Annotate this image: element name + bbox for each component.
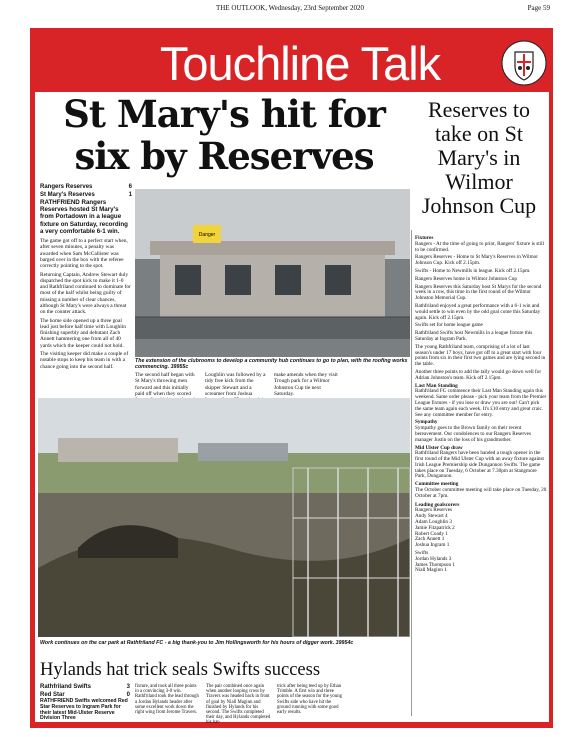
story1-intro: RATHFRIEND Rangers Reserves hosted St Mary's from Portadown in a league fixture on Saturday, recording a very comfortable 6-1 win. <box>40 199 128 235</box>
clubrooms-photo <box>135 189 410 357</box>
masthead <box>30 3 550 15</box>
story2-body-col3: The pair combined once again when another looping cross by Travers was headed back in front of goal by Niall Maginn and finished by Hylands for his second. The Swifts completed their day, and Hylands completed his hat- <box>206 684 271 726</box>
sidebar-item: Rathfriland enjoyed a great performance with a 6-1 win and would settle to win even by the odd goal come this Saturday again. Kick off 2.15pm. <box>415 302 541 321</box>
story2-score <box>40 684 130 699</box>
story1-score <box>40 184 132 199</box>
story1-body-col2: The second half began with St Mary's throwing men forward and this initially paid off when they scored <box>135 372 195 397</box>
sidebar-item: Last Man Standing Rathfriland FC commence their Last Man Standing again this weekend. Same order please - pick your team from the Premier League fixtures - if you lose or draw you are out! Can't pick the same team again each week. It's £10 entry and great craic. See any committee member for entry. <box>415 382 547 418</box>
sidebar-item: The young Rathfriland team, comprising of a lot of last season's under 17 boys, have got off to a great start with four points from six in their first two games and are lying second in the table. <box>415 343 546 368</box>
sub-headline: Hylands hat trick seals Swifts success <box>40 660 321 680</box>
page-number: Page 59 <box>527 4 550 12</box>
goalscorers: Leading goalscorers Rangers Reserves Andy Stewart 4 Adam Loughlin 3 Jamie Fitzpatrick 2 Robert Coady 1 Zach Annett 1 Joshua Ingram 1 Swifts Jordan Hylands 3 James Thompson 1 Niall Maginn 1 <box>415 501 460 574</box>
sidebar-item: Swifts set for home league game <box>415 322 483 329</box>
score-line: Red Star 0 <box>40 691 130 698</box>
score-line: St Mary's Reserves 1 <box>40 191 132 198</box>
score-line: Rangers Reserves 6 <box>40 184 132 190</box>
main-headline <box>38 93 410 177</box>
danger-sign-text: Danger <box>198 232 216 238</box>
photo1-caption: The extension of the clubrooms to develop a community hub continues to go to plan, with the roofing works commencing. 39955c <box>135 358 408 371</box>
masthead-date: THE OUTLOOK, Wednesday, 23rd September 2020 <box>216 4 364 12</box>
story2-col1 <box>40 684 130 722</box>
story2-intro: RATHFRIEND Swifts welcomed Red Star Reserves to Ingram Park for their latest Mid-Ulster Reserve Division Three <box>40 698 128 722</box>
sidebar-item: Committee meeting The October committee meeting will take place on Tuesday, 20 October at 7pm. <box>415 481 547 499</box>
club-crest-logo <box>501 38 547 88</box>
sidebar-item: Rangers Reserves this Saturday host St Marys for the second week in a row, this time in the first round of the Wilmor Johnston Memorial Cup. <box>415 283 542 302</box>
story1-col1 <box>40 184 132 372</box>
column-divider <box>411 230 412 716</box>
sidebar-item: Fixtures Rangers - At the time of going to print, Rangers' fixture is still to be confirmed. <box>415 235 545 253</box>
main-headline-line-2: six by Reserves <box>74 134 374 178</box>
story1-body-col3: Loughlin was followed by a tidy free kick from the skipper Stewart and a screamer from Joshua <box>205 372 266 397</box>
sidebar-item: Rathfriland Swifts host Newmills in a league fixture this Saturday at Ingram Park. <box>415 330 533 342</box>
sidebar-item: Mid Ulster Cup draw Rathfriland Rangers have been handed a tough opener in the first round of the Mid Ulster Cup with an away fixture against Irish League Premiership side Dungannon Swifts. The game takes place on Tuesday, 6 October at 7.30pm at Stangmore Park, Dungannon. <box>415 444 544 480</box>
sidebar-item: Another three points to add the tally would go down well for Adrian Johnston's team. Kick off 2.15pm. <box>415 368 542 381</box>
sidebar-item: Rangers Reserves - Home to St Mary's Reserves in Wilmor Johnson Cup. Kick off 2.15pm. <box>415 254 538 267</box>
score-line: Rathfriland Swifts 3 <box>40 684 130 690</box>
story2-body-col2: fixture, and took all three points in a convincing 3-0 win. Rathfriland took the lead through a Jordan Hylands header after some excellent work down the right wing from Jerome Travers. <box>135 684 199 716</box>
story1-body-col1: The game got off to a perfect start when, after seven minutes, a penalty was awarded when Sam McCallister was barged over in the box with the referee correctly pointing to the spot. Returning Captain, Andrew Stewart duly dispatched the spot kick to make it 1-0 and Rathfriland continued to dominate for most of the half whilst being guilty of missing a number of clear chances, although St Mary's were always a threat on the counter attack. The home side opened up a three goal lead just before half time with Loughlin finishing superbly and debutant Zach Annett hammering one from all of 40 yards which the keeper could not hold. The visiting keeper did make a couple of notable stops to keep his team in with a chance going into the second half. <box>40 238 131 370</box>
main-headline-line-1: St Mary's hit for <box>63 92 385 136</box>
sidebar-item: Swifts - Home to Newmills in league. Kick off 2.15pm. <box>415 267 531 274</box>
story2-body-col4: trick after being teed up by Ethan Trimble. A first win and three points of the season for the young Swifts side who have hit the ground running with some good early results. <box>277 684 343 716</box>
section-banner: Touchline Talk <box>159 37 441 90</box>
story1-body-col4: make amends when they visit Trough park for a Wilmor Johnston Cup tie next Saturday. <box>274 372 338 397</box>
photo2-caption: Work continues on the car park at Rathfriland FC - a big thank-you to Jim Hollingsworth for his hours of digger work. 39954c <box>40 640 354 646</box>
car-park-photo <box>38 398 410 637</box>
sidebar-item: Rangers Reserves home in Wilmor Johnston Cup <box>415 275 517 282</box>
side-headline: Reserves to take on St Mary's in Wilmor Johnson Cup <box>421 97 537 218</box>
sidebar-notes <box>415 236 547 574</box>
sidebar-item: Sympathy Sympathy goes to the Brown family on their recent bereavement. Our condolences to our Rangers Reserves manager Justin on the loss of his grandmother. <box>415 419 531 443</box>
